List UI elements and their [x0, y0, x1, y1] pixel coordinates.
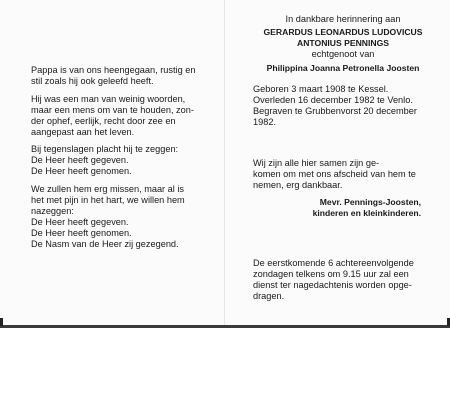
- text-line: stil zoals hij ook geleefd heeft.: [31, 76, 154, 86]
- signature-name: Mevr. Pennings-Joosten,: [319, 197, 421, 207]
- text-line: We zullen hem erg missen, maar al is: [31, 184, 185, 194]
- text-line: nazeggen:: [31, 206, 74, 216]
- text-line: De eerstkomende 6 achtereenvolgende: [253, 258, 414, 268]
- text-line: komen om met ons afscheid van hem te: [253, 169, 416, 179]
- signature-family: kinderen en kleinkinderen.: [312, 208, 421, 218]
- text-line: aangepast aan het leven.: [31, 127, 135, 137]
- text-line: Overleden 16 december 1982 te Venlo.: [253, 95, 413, 105]
- text-line: zondagen telkens om 9.15 uur zal een: [253, 269, 409, 279]
- text-line: Wij zijn alle hier samen zijn ge-: [253, 158, 380, 168]
- text-line: dragen.: [253, 291, 285, 301]
- text-line: De Heer heeft genomen.: [31, 228, 132, 238]
- spouse-name: Philippina Joanna Petronella Joosten: [266, 63, 420, 73]
- spouse-intro: echtgenoot van: [311, 49, 375, 59]
- dedication-intro: In dankbare herinnering aan: [285, 14, 401, 24]
- text-line: dienst ter nagedachtenis worden opge-: [253, 280, 412, 290]
- left-paragraph-3: [31, 144, 216, 177]
- text-line: De Heer heeft gegeven.: [31, 155, 129, 165]
- deceased-name: GERARDUS LEONARDUS LUDOVICUS: [263, 27, 423, 37]
- deceased-name-2: ANTONIUS PENNINGS: [297, 38, 389, 48]
- thanks-paragraph: [253, 158, 433, 191]
- text-line: der ophef, eerlijk, recht door zee en: [31, 116, 176, 126]
- edge-mark: [0, 318, 3, 326]
- text-line: De Nasm van de Heer zij gezegend.: [31, 239, 179, 249]
- text-line: nemen, erg dankbaar.: [253, 180, 343, 190]
- text-line: 1982.: [253, 117, 276, 127]
- left-paragraph-2: [31, 94, 216, 138]
- text-line: Bij tegenslagen placht hij te zeggen:: [31, 144, 179, 154]
- text-line: De Heer heeft gegeven.: [31, 217, 129, 227]
- text-line: Geboren 3 maart 1908 te Kessel.: [253, 84, 389, 94]
- text-line: Begraven te Grubbenvorst 20 december: [253, 106, 417, 116]
- text-line: het met pijn in het hart, we willen hem: [31, 195, 185, 205]
- text-line: maar een mens om van te houden, zon-: [31, 105, 194, 115]
- text-line: Pappa is van ons heengegaan, rustig en: [31, 65, 196, 75]
- text-line: De Heer heeft genomen.: [31, 166, 132, 176]
- text-line: Hij was een man van weinig woorden,: [31, 94, 186, 104]
- life-dates: [253, 84, 433, 128]
- mass-notice: [253, 258, 433, 302]
- left-paragraph-4: [31, 184, 216, 250]
- left-paragraph-1: [31, 65, 216, 87]
- signature: [253, 197, 421, 219]
- dedication-header: [253, 14, 433, 74]
- fold-line: [224, 0, 225, 328]
- card-bottom-edge: [0, 325, 450, 328]
